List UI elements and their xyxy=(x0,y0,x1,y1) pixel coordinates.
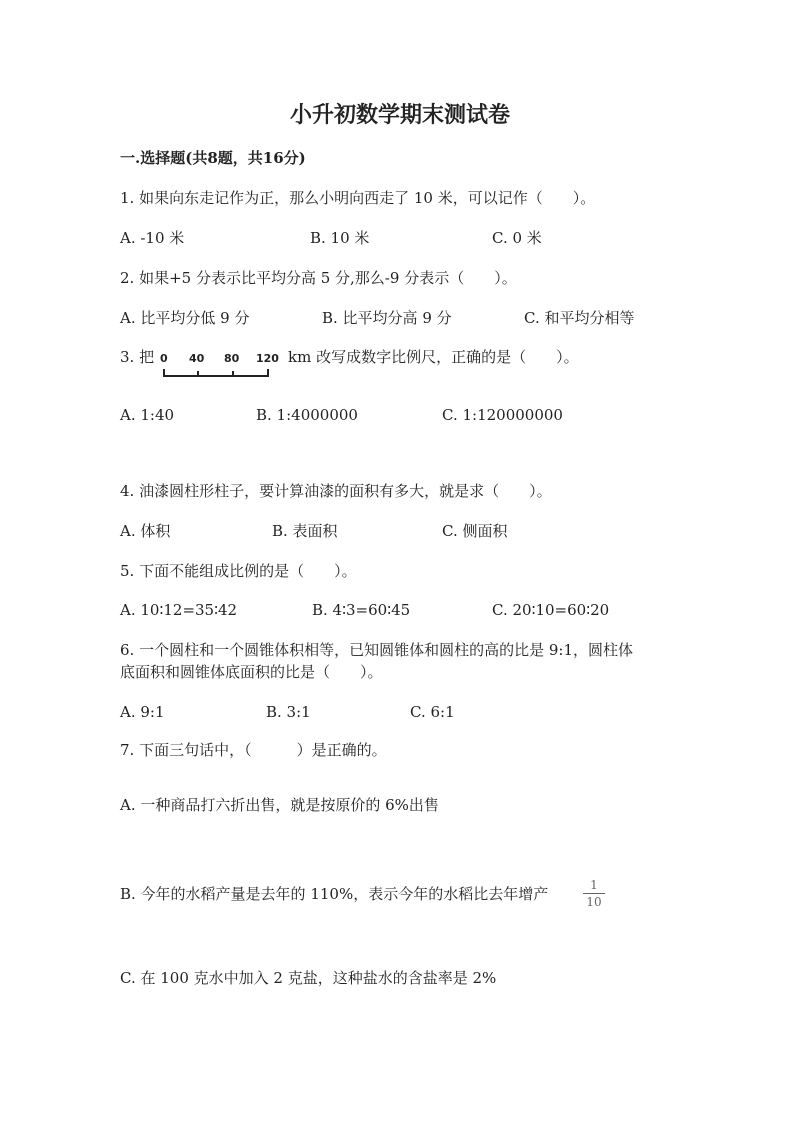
question-6-option-c[interactable]: C. 6:1 xyxy=(410,703,455,721)
question-2-option-a[interactable]: A. 比平均分低 9 分 xyxy=(120,309,250,327)
question-5-option-b[interactable]: B. 4∶3=60∶45 xyxy=(312,601,411,619)
question-7-option-c[interactable]: C. 在 100 克水中加入 2 克盐，这种盐水的含盐率是 2% xyxy=(120,969,497,987)
question-6-option-a[interactable]: A. 9:1 xyxy=(120,703,165,721)
question-2-stem: 2. 如果+5 分表示比平均分高 5 分,那么-9 分表示（ ）。 xyxy=(120,269,517,287)
scale-label-120: 120 xyxy=(256,352,279,365)
question-1-option-c[interactable]: C. 0 米 xyxy=(492,229,542,247)
page-title: 小升初数学期末测试卷 xyxy=(289,102,510,128)
section-title: 一.选择题(共8题，共16分) xyxy=(120,149,306,167)
question-7-option-a[interactable]: A. 一种商品打六折出售，就是按原价的 6%出售 xyxy=(120,796,439,814)
question-5-stem: 5. 下面不能组成比例的是（ ）。 xyxy=(120,562,357,580)
question-3-option-a[interactable]: A. 1:40 xyxy=(120,406,175,424)
question-4-stem: 4. 油漆圆柱形柱子，要计算油漆的面积有多大，就是求（ ）。 xyxy=(120,482,552,500)
question-4-option-c[interactable]: C. 侧面积 xyxy=(442,522,508,540)
question-2-option-c[interactable]: C. 和平均分相等 xyxy=(524,309,635,327)
question-3-option-c[interactable]: C. 1:120000000 xyxy=(442,406,563,424)
fraction-numerator: 1 xyxy=(590,878,598,892)
fraction-bar xyxy=(583,893,605,894)
question-1-stem: 1. 如果向东走记作为正，那么小明向西走了 10 米，可以记作（ ）。 xyxy=(120,189,596,207)
question-5-option-c[interactable]: C. 20∶10=60∶20 xyxy=(492,601,610,619)
question-7-stem: 7. 下面三句话中，（ ）是正确的。 xyxy=(120,741,387,759)
question-1-option-a[interactable]: A. -10 米 xyxy=(120,229,185,247)
fraction-one-tenth xyxy=(583,878,605,909)
question-4-option-a[interactable]: A. 体积 xyxy=(120,522,171,540)
question-3-stem-suffix: km 改写成数字比例尺，正确的是（ ）。 xyxy=(288,348,579,366)
question-5-option-a[interactable]: A. 10∶12=35∶42 xyxy=(120,601,238,619)
scale-label-40: 40 xyxy=(189,352,205,365)
question-6-stem-line-1: 6. 一个圆柱和一个圆锥体积相等，已知圆锥体和圆柱的高的比是 9:1，圆柱体 xyxy=(120,641,633,659)
question-2-option-b[interactable]: B. 比平均分高 9 分 xyxy=(322,309,452,327)
question-4-option-b[interactable]: B. 表面积 xyxy=(272,522,338,540)
question-3-stem-prefix: 3. 把 xyxy=(120,348,155,366)
question-6-option-b[interactable]: B. 3:1 xyxy=(266,703,311,721)
fraction-denominator: 10 xyxy=(586,895,602,909)
scale-label-0: 0 xyxy=(160,352,168,365)
scale-label-80: 80 xyxy=(224,352,240,365)
scale-line xyxy=(158,352,288,382)
question-3-option-b[interactable]: B. 1:4000000 xyxy=(256,406,358,424)
question-6-stem-line-2: 底面积和圆锥体底面积的比是（ ）。 xyxy=(120,663,383,681)
question-1-option-b[interactable]: B. 10 米 xyxy=(310,229,370,247)
scale-bar-figure xyxy=(158,352,288,382)
question-7-option-b[interactable]: B. 今年的水稻产量是去年的 110%，表示今年的水稻比去年增产 xyxy=(120,885,549,903)
